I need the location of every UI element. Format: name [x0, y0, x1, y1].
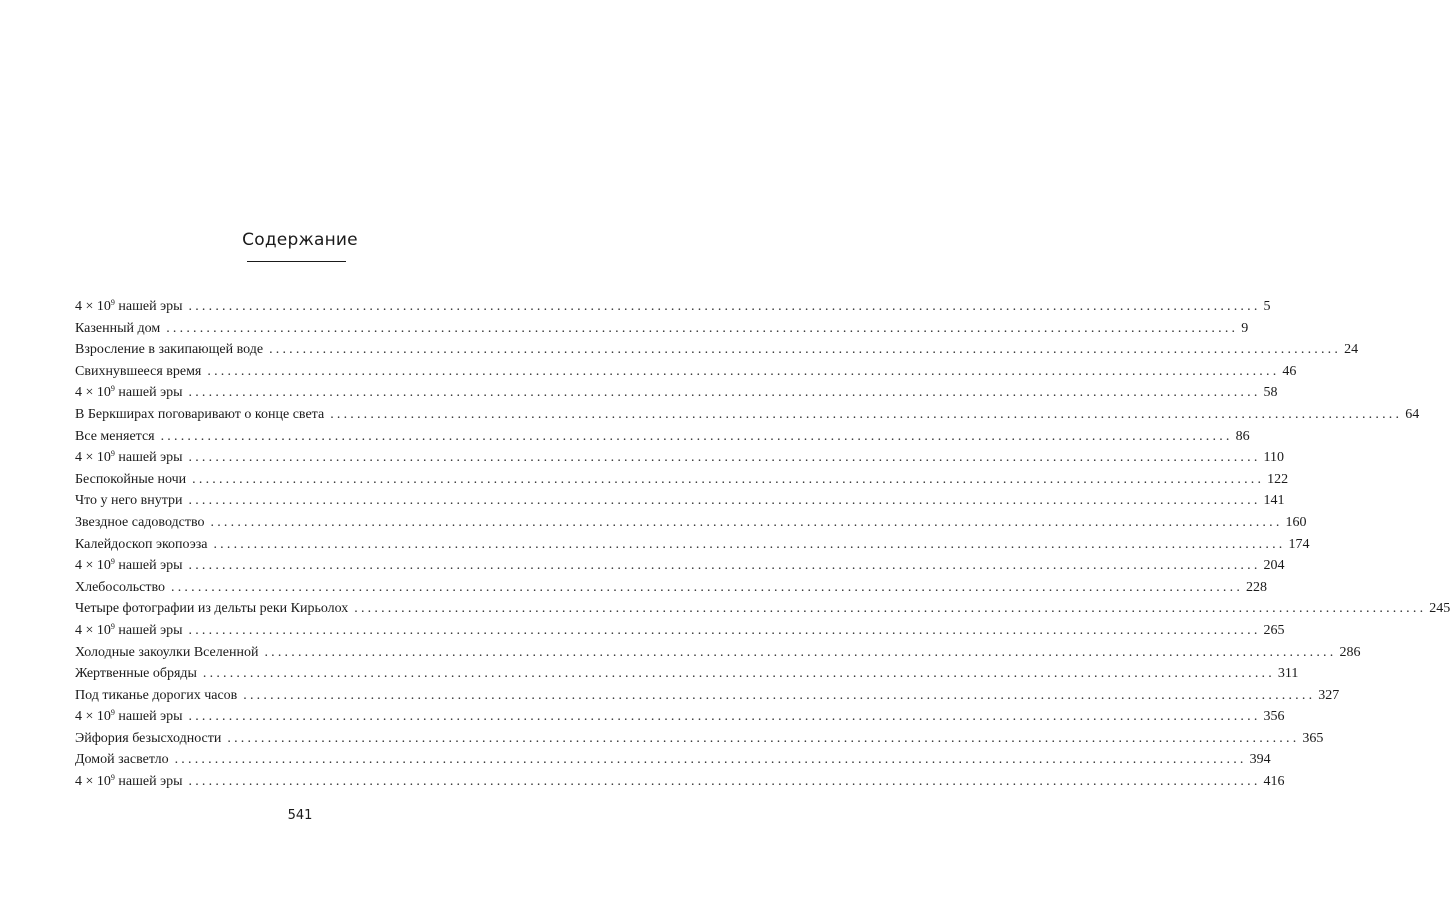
- toc-entry: [75, 469, 1289, 491]
- page-title: Содержание: [242, 230, 358, 250]
- toc-entry: [75, 749, 1271, 771]
- toc-entry-page: 86: [1235, 428, 1250, 444]
- dot-leader: ................................................................................................................................................................: [213, 536, 1286, 552]
- toc-entry: [75, 318, 1249, 340]
- dot-leader: ................................................................................................................................................................: [227, 730, 1300, 746]
- toc-entry: [75, 555, 1285, 577]
- toc-entry-page: 265: [1263, 622, 1285, 638]
- toc-entry: [75, 490, 1285, 512]
- toc-entry-exponent: 9: [110, 621, 115, 631]
- toc-entry: [75, 447, 1284, 469]
- toc-entry-page: 122: [1267, 471, 1289, 487]
- toc-entry-title: Что у него внутри: [75, 493, 183, 509]
- toc-entry-page: 46: [1282, 363, 1297, 379]
- toc-entry-page: 160: [1285, 514, 1307, 530]
- dot-leader: ................................................................................................................................................................: [210, 514, 1283, 530]
- toc-entry-page: 286: [1339, 644, 1361, 660]
- toc-entry-page: 327: [1318, 687, 1340, 703]
- toc-entry-page: 311: [1277, 666, 1299, 682]
- toc-entry-page: 356: [1263, 709, 1285, 725]
- dot-leader: ................................................................................................................................................................: [188, 709, 1261, 725]
- toc-entry-page: 58: [1263, 385, 1278, 401]
- toc-entry-exponent: 9: [110, 298, 115, 307]
- toc-entry-title: Домой засветло: [75, 752, 169, 768]
- toc-entry-page: 64: [1405, 406, 1420, 422]
- toc-entry: [75, 382, 1278, 404]
- toc-entry-page: 141: [1263, 493, 1285, 509]
- dot-leader: ................................................................................................................................................................: [188, 774, 1261, 790]
- toc-entry: [75, 598, 1450, 620]
- toc-entry-exponent: 9: [110, 557, 115, 567]
- toc-entry-page: 394: [1249, 752, 1271, 768]
- dot-leader: ................................................................................................................................................................: [188, 299, 1261, 314]
- dot-leader: ................................................................................................................................................................: [174, 752, 1247, 768]
- dot-leader: ................................................................................................................................................................: [188, 622, 1261, 638]
- toc-entry-page: 365: [1302, 730, 1324, 746]
- toc-entry-page: 5: [1263, 299, 1271, 314]
- toc-entry: [75, 534, 1310, 556]
- toc-entry-page: 110: [1263, 450, 1284, 466]
- toc-entry-exponent: 9: [110, 708, 115, 718]
- toc-entry: [75, 577, 1268, 599]
- toc-entry-exponent: 9: [110, 773, 115, 783]
- toc-entry: [75, 512, 1307, 534]
- toc-entry: [75, 339, 1359, 361]
- dot-leader: ................................................................................................................................................................: [330, 406, 1403, 422]
- toc-entry-title: Свихнувшееся время: [75, 363, 202, 379]
- toc-entry-title: $4 \times 10^9$ нашей эры: [75, 621, 183, 638]
- toc-entry-title: Хлебосольство: [75, 579, 166, 595]
- toc-entry-title: В Беркширах поговаривают о конце света: [75, 406, 325, 422]
- dot-leader: ................................................................................................................................................................: [166, 320, 1239, 336]
- toc-entry: [75, 663, 1299, 685]
- toc-entry-title: Под тиканье дорогих часов: [75, 687, 238, 703]
- dot-leader: ................................................................................................................................................................: [171, 579, 1244, 595]
- page-number: 541: [287, 808, 313, 823]
- toc-entry-title: Калейдоскоп экопоэза: [75, 536, 208, 552]
- dot-leader: ................................................................................................................................................................: [188, 558, 1261, 574]
- dot-leader: ................................................................................................................................................................: [160, 428, 1233, 444]
- toc-entry-title: Звездное садоводство: [75, 514, 205, 530]
- toc-entry: [75, 706, 1285, 728]
- dot-leader: ................................................................................................................................................................: [188, 493, 1261, 509]
- toc-entry-page: 174: [1288, 536, 1310, 552]
- toc-entry-title: $4 \times 10^9$ нашей эры: [75, 557, 183, 574]
- toc-entry: [75, 620, 1285, 642]
- toc-entry: [75, 426, 1250, 448]
- toc-entry-title: $4 \times 10^9$ нашей эры: [75, 708, 183, 725]
- toc-entry-title: Все меняется: [75, 428, 155, 444]
- dot-leader: ................................................................................................................................................................: [207, 363, 1280, 379]
- toc-entry-title: Казенный дом: [75, 320, 161, 336]
- dot-leader: ................................................................................................................................................................: [243, 687, 1316, 703]
- toc-entry-title: $4 \times 10^9$ нашей эры: [75, 773, 183, 790]
- toc-entry-title: $4 \times 10^9$ нашей эры: [75, 384, 183, 401]
- dot-leader: ................................................................................................................................................................: [202, 666, 1275, 682]
- toc-entry: [75, 296, 1271, 318]
- toc-entry-title: Четыре фотографии из дельты реки Кирьолох: [75, 601, 349, 617]
- toc-entry-title: Жертвенные обряды: [75, 666, 197, 682]
- dot-leader: ................................................................................................................................................................: [188, 450, 1261, 466]
- dot-leader: ................................................................................................................................................................: [354, 601, 1427, 617]
- toc-entry-page: 24: [1344, 342, 1359, 358]
- toc-entry-page: 245: [1429, 601, 1450, 617]
- toc-entry: [75, 642, 1361, 664]
- toc-entry: [75, 404, 1420, 426]
- toc-entry-title: $4 \times 10^9$ нашей эры: [75, 449, 183, 466]
- table-of-contents: [75, 296, 1450, 793]
- toc-entry-page: 9: [1241, 320, 1249, 336]
- dot-leader: ................................................................................................................................................................: [264, 644, 1337, 660]
- dot-leader: ................................................................................................................................................................: [269, 342, 1342, 358]
- toc-entry: [75, 728, 1324, 750]
- toc-entry-title: Холодные закоулки Вселенной: [75, 644, 259, 660]
- toc-entry-title: Взросление в закипающей воде: [75, 342, 264, 358]
- toc-entry-exponent: 9: [110, 384, 115, 394]
- toc-entry-page: 228: [1246, 579, 1268, 595]
- title-underline: [247, 261, 346, 262]
- toc-entry-page: 416: [1263, 774, 1285, 790]
- dot-leader: ................................................................................................................................................................: [188, 385, 1261, 401]
- toc-entry-title: Беспокойные ночи: [75, 471, 187, 487]
- toc-entry: [75, 361, 1297, 383]
- toc-entry-page: 204: [1263, 558, 1285, 574]
- toc-entry-title: Эйфория безысходности: [75, 730, 222, 746]
- toc-entry-exponent: 9: [110, 449, 115, 459]
- dot-leader: ................................................................................................................................................................: [192, 471, 1265, 487]
- toc-entry-title: $4 \times 10^9$ нашей эры: [75, 298, 183, 314]
- toc-entry: [75, 771, 1285, 793]
- toc-entry: [75, 685, 1340, 707]
